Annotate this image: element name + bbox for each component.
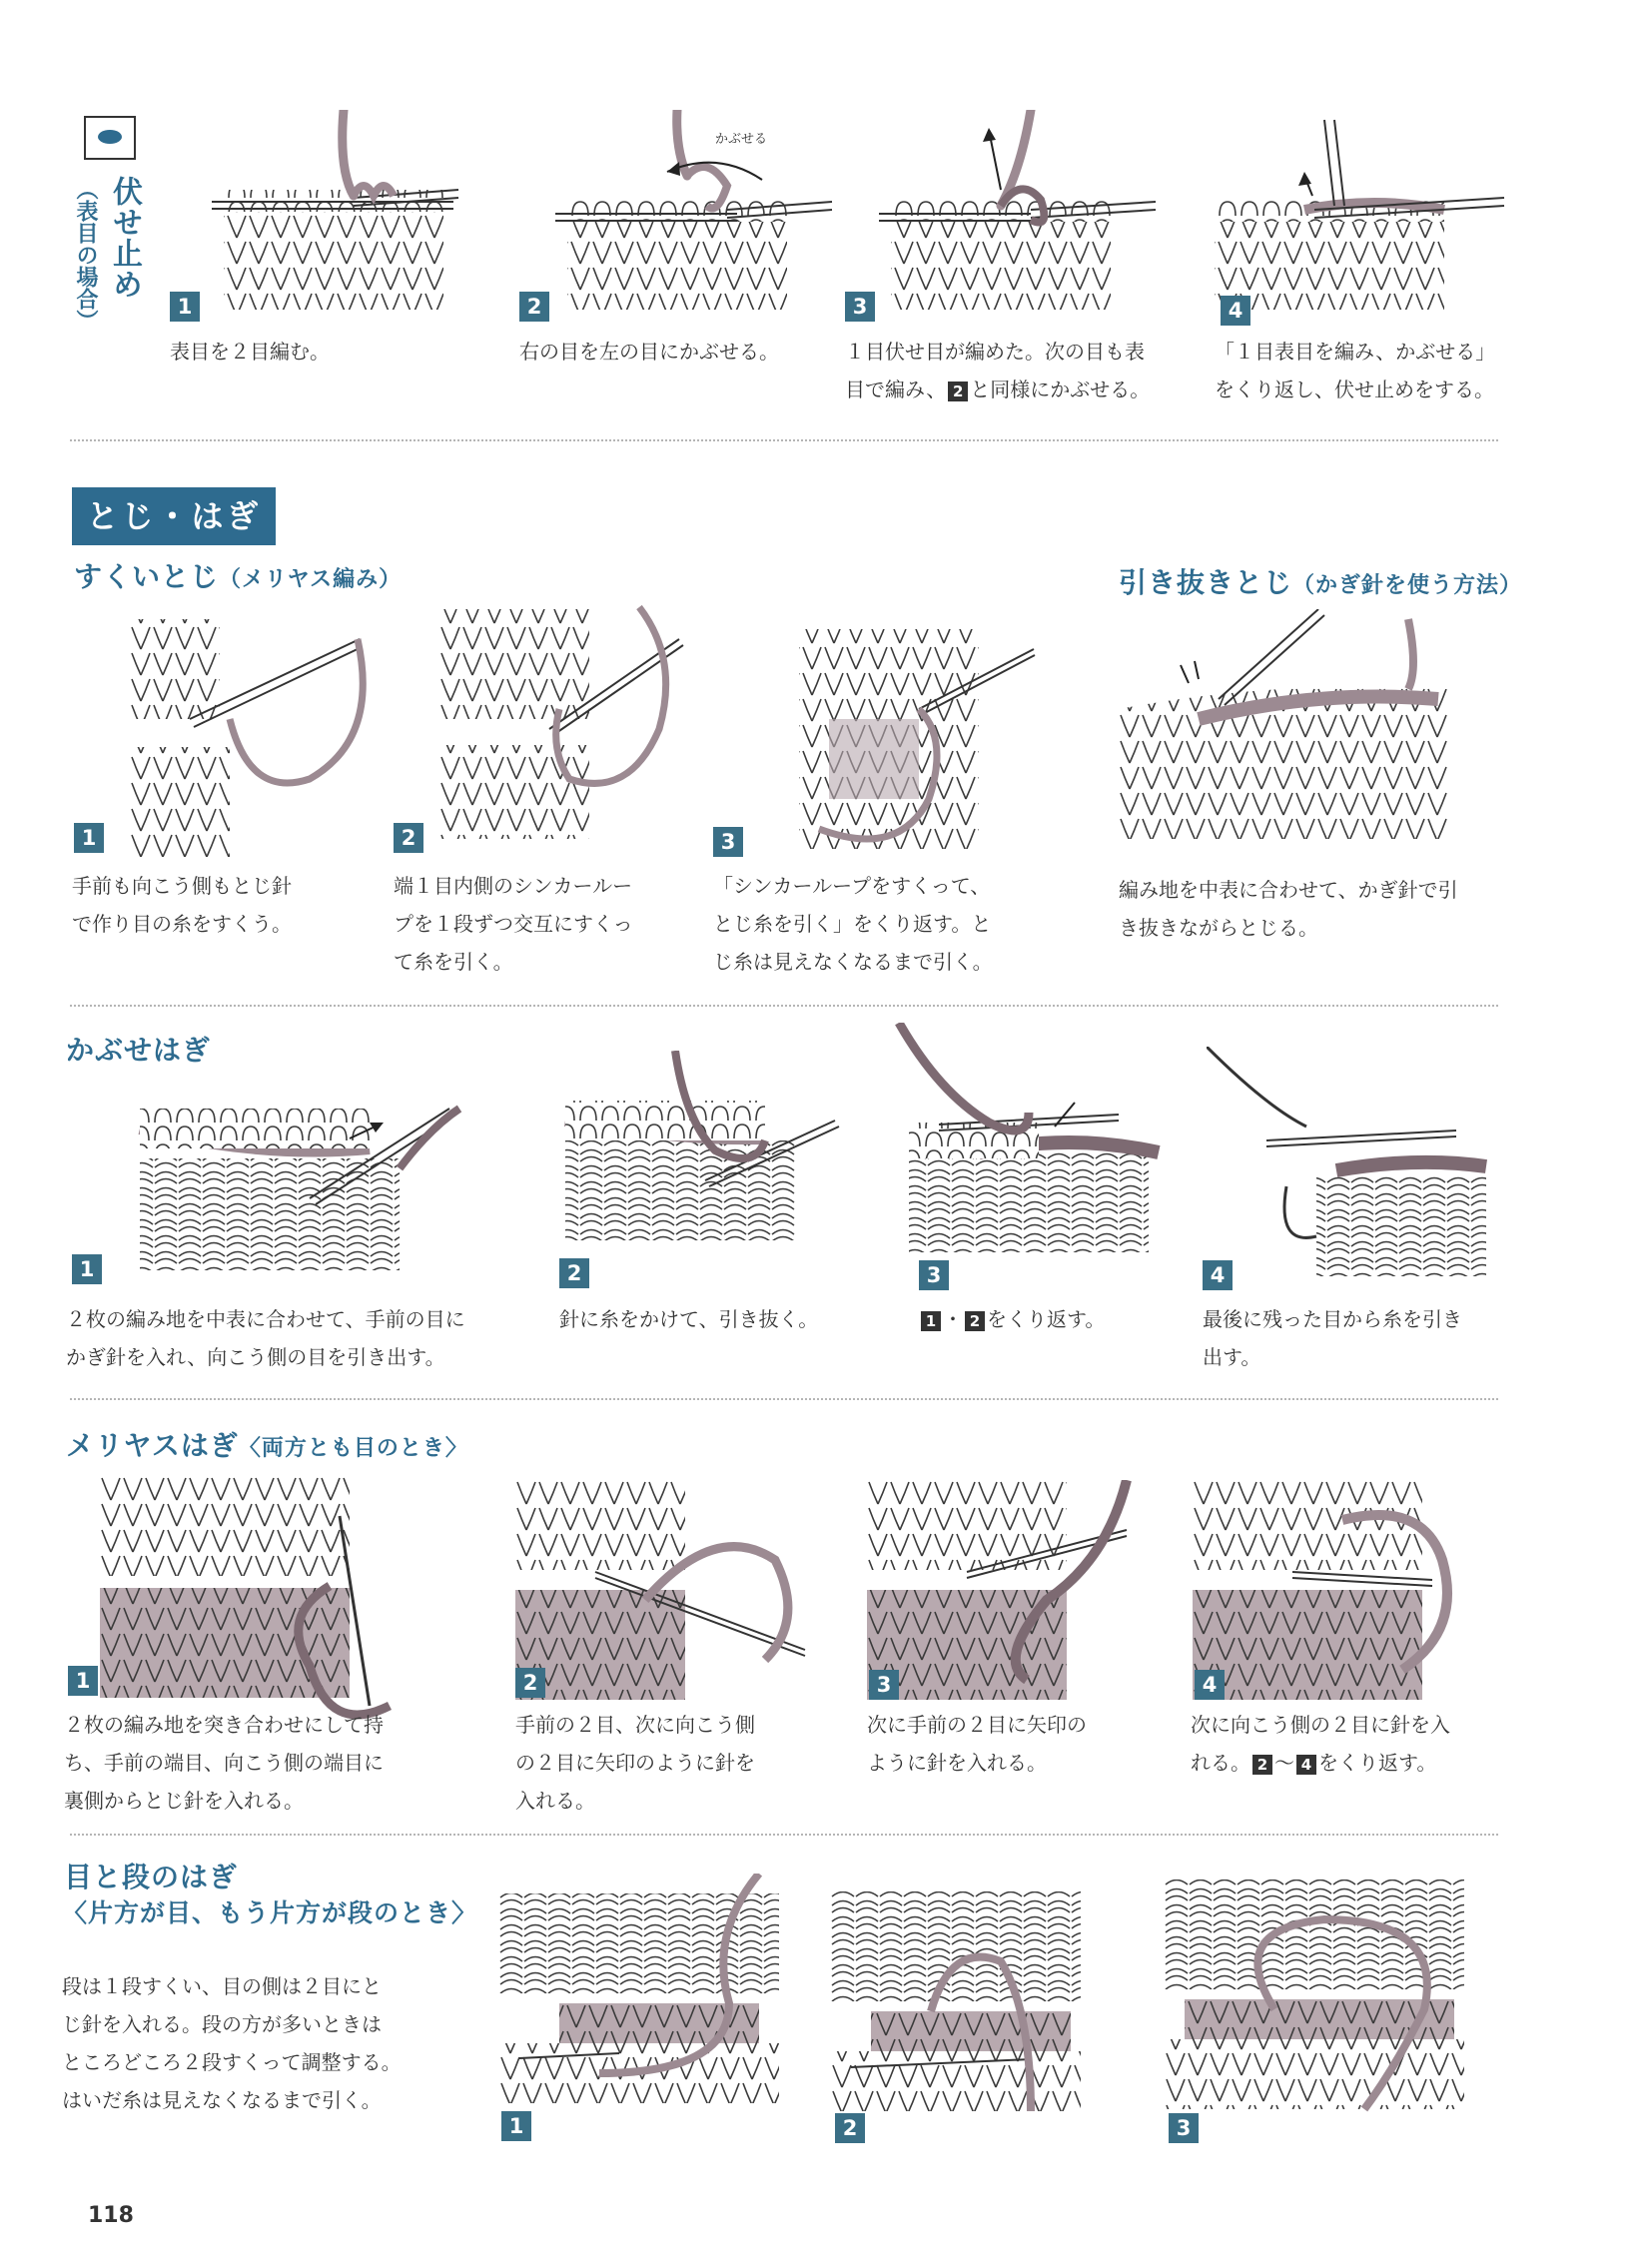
meriyasu-step4-badge: 4 bbox=[1195, 1670, 1225, 1700]
kabuse-step4-line2: 出す。 bbox=[1203, 1345, 1261, 1369]
kabuse-step4-illustration bbox=[1207, 1047, 1506, 1286]
hikinuki-caption bbox=[1119, 871, 1458, 947]
kabuse-step4-caption bbox=[1203, 1300, 1462, 1376]
me-dan-line1: 段は１段すくい、目の側は２目にと bbox=[62, 1974, 382, 1998]
bind-off-step3-caption-line2b: と同様にかぶせる。 bbox=[970, 377, 1151, 401]
hikinuki-title bbox=[1119, 561, 1522, 601]
kabuse-step4-line1: 最後に残った目から糸を引き bbox=[1203, 1307, 1462, 1331]
kabuse-step2-badge: 2 bbox=[559, 1258, 589, 1288]
meriyasu-subtitle: 〈両方とも目のとき〉 bbox=[238, 1436, 468, 1461]
sukui-subtitle: （メリヤス編み） bbox=[219, 567, 403, 592]
meriyasu-step4-line2b: をくり返す。 bbox=[1318, 1751, 1437, 1775]
meriyasu-step2-badge: 2 bbox=[515, 1668, 545, 1698]
me-dan-description bbox=[62, 1967, 402, 2119]
hikinuki-title-text: 引き抜きとじ bbox=[1119, 566, 1293, 599]
kabuse-step1-badge: 1 bbox=[72, 1254, 102, 1284]
meriyasu-step2-illustration bbox=[515, 1480, 815, 1700]
me-dan-step3-illustration bbox=[1165, 1870, 1484, 2119]
meriyasu-step3-illustration bbox=[867, 1480, 1147, 1700]
bind-off-step4-caption-line2: をくり返し、伏せ止めをする。 bbox=[1215, 377, 1494, 401]
bind-off-step4-caption-line1: 「１目表目を編み、かぶせる」 bbox=[1215, 340, 1496, 364]
sukui-step2-caption bbox=[394, 867, 633, 981]
bind-off-step3-caption-line2a: 目で編み、 bbox=[845, 377, 947, 401]
bind-off-step1-badge: 1 bbox=[170, 292, 200, 322]
divider-1 bbox=[70, 439, 1498, 441]
bind-off-symbol-box bbox=[84, 116, 136, 160]
meriyasu-step1-line2: ち、手前の端目、向こう側の端目に bbox=[64, 1751, 384, 1775]
kabuse-step1-illustration bbox=[130, 1089, 469, 1278]
bind-off-step4-illustration bbox=[1195, 110, 1514, 320]
meriyasu-step2-line1: 手前の２目、次に向こう側 bbox=[515, 1713, 755, 1737]
meriyasu-title bbox=[66, 1424, 468, 1464]
meriyasu-step4-ref-a: 2 bbox=[1252, 1755, 1272, 1775]
section-title-banner: とじ・はぎ bbox=[72, 487, 276, 545]
me-dan-step3-badge: 3 bbox=[1169, 2113, 1199, 2143]
meriyasu-step1-line3: 裏側からとじ針を入れる。 bbox=[64, 1789, 304, 1813]
sukui-step2-line2: プを１段ずつ交互にすくっ bbox=[394, 912, 633, 936]
meriyasu-step3-caption bbox=[867, 1706, 1087, 1782]
kabuse-step1-line2: かぎ針を入れ、向こう側の目を引き出す。 bbox=[66, 1345, 445, 1369]
meriyasu-step4-ref-b: 4 bbox=[1296, 1755, 1316, 1775]
bind-off-step3-illustration bbox=[871, 110, 1161, 320]
kabuse-step3-ref-a: 1 bbox=[921, 1311, 941, 1331]
divider-2 bbox=[70, 1005, 1498, 1007]
sukui-step3-line3: じ糸は見えなくなるまで引く。 bbox=[713, 950, 993, 974]
divider-3 bbox=[70, 1398, 1498, 1400]
sukui-step2-illustration bbox=[439, 599, 689, 839]
sukui-step3-badge: 3 bbox=[713, 827, 743, 857]
sukui-step1-illustration bbox=[130, 599, 380, 859]
sukui-title bbox=[74, 555, 402, 595]
hikinuki-illustration bbox=[1119, 609, 1468, 849]
meriyasu-step3-line2: ように針を入れる。 bbox=[867, 1751, 1047, 1775]
sukui-step3-caption bbox=[713, 867, 993, 981]
kabuse-step1-caption bbox=[66, 1300, 465, 1376]
meriyasu-step2-line2: の２目に矢印のように針を bbox=[515, 1751, 755, 1775]
meriyasu-step1-line1: ２枚の編み地を突き合わせにして持 bbox=[64, 1713, 384, 1737]
kabuse-title: かぶせはぎ bbox=[66, 1034, 212, 1067]
meriyasu-step4-line1: 次に向こう側の２目に針を入 bbox=[1191, 1713, 1450, 1737]
sukui-step2-line1: 端１目内側のシンカールー bbox=[394, 874, 633, 898]
meriyasu-step4-caption bbox=[1191, 1706, 1450, 1782]
me-dan-step2-illustration bbox=[831, 1882, 1091, 2111]
me-dan-title: 目と段のはぎ bbox=[64, 1861, 239, 1893]
bind-off-step3-caption-line2 bbox=[845, 371, 1150, 408]
kabuse-step2-line1: 針に糸をかけて、引き抜く。 bbox=[559, 1307, 819, 1331]
kabuse-step2-caption bbox=[559, 1300, 818, 1338]
meriyasu-step4-line2 bbox=[1191, 1744, 1450, 1782]
meriyasu-step1-illustration bbox=[100, 1476, 419, 1736]
kabuse-step3-text: をくり返す。 bbox=[987, 1307, 1106, 1331]
me-dan-step1-illustration bbox=[499, 1874, 789, 2113]
meriyasu-step4-tilde: 〜 bbox=[1274, 1751, 1294, 1775]
sukui-step3-line2: とじ糸を引く」をくり返す。と bbox=[713, 912, 992, 936]
bind-off-step1-illustration bbox=[204, 110, 463, 320]
bind-off-title: 伏せ止め bbox=[107, 176, 142, 300]
bind-off-step3-caption-line1: １目伏せ目が編めた。次の目も表 bbox=[845, 340, 1145, 364]
bind-off-step3-ref-badge: 2 bbox=[948, 381, 968, 401]
bind-off-step4-caption bbox=[1215, 333, 1495, 408]
hikinuki-line1: 編み地を中表に合わせて、かぎ針で引 bbox=[1119, 878, 1458, 902]
divider-4 bbox=[70, 1834, 1498, 1836]
kabuse-step2-illustration bbox=[555, 1051, 845, 1250]
sukui-title-text: すくいとじ bbox=[74, 560, 220, 593]
me-dan-step2-badge: 2 bbox=[835, 2113, 865, 2143]
page-number: 118 bbox=[88, 2203, 134, 2228]
sukui-step2-line3: て糸を引く。 bbox=[394, 950, 513, 974]
meriyasu-title-text: メリヤスはぎ bbox=[66, 1429, 239, 1462]
kabuse-step3-badge: 3 bbox=[919, 1260, 949, 1290]
bind-off-step1-caption: 表目を２目編む。 bbox=[170, 340, 330, 364]
bind-off-step2-caption: 右の目を左の目にかぶせる。 bbox=[519, 340, 779, 364]
sukui-step1-line2: で作り目の糸をすくう。 bbox=[72, 912, 292, 936]
me-dan-line3: ところどころ２段すくって調整する。 bbox=[62, 2050, 402, 2074]
sukui-step3-line1: 「シンカーループをすくって、 bbox=[713, 874, 991, 898]
kabuse-step3-illustration bbox=[879, 1023, 1179, 1262]
meriyasu-step1-badge: 1 bbox=[68, 1666, 98, 1696]
hikinuki-subtitle: （かぎ針を使う方法） bbox=[1292, 573, 1523, 598]
bind-off-subtitle: （表目の場合） bbox=[73, 178, 98, 332]
bind-off-step4-badge: 4 bbox=[1221, 296, 1250, 326]
meriyasu-step4-illustration bbox=[1193, 1480, 1492, 1700]
sukui-step1-line1: 手前も向こう側もとじ針 bbox=[72, 874, 292, 898]
sukui-step1-badge: 1 bbox=[74, 823, 104, 853]
meriyasu-step3-badge: 3 bbox=[869, 1670, 899, 1700]
kabuse-step4-badge: 4 bbox=[1203, 1260, 1233, 1290]
hikinuki-line2: き抜きながらとじる。 bbox=[1119, 916, 1318, 940]
kabuse-step3-caption bbox=[919, 1300, 1105, 1338]
bind-off-step2-badge: 2 bbox=[519, 292, 549, 322]
me-dan-line4: はいだ糸は見えなくなるまで引く。 bbox=[62, 2088, 382, 2112]
meriyasu-step2-line3: 入れる。 bbox=[515, 1789, 595, 1813]
bind-off-symbol-icon bbox=[98, 130, 122, 144]
me-dan-step1-badge: 1 bbox=[501, 2111, 531, 2141]
bind-off-step3-caption bbox=[845, 333, 1150, 408]
meriyasu-step1-caption bbox=[64, 1706, 384, 1820]
bind-off-step2-label: かぶせる bbox=[715, 132, 768, 147]
sukui-step1-caption bbox=[72, 867, 292, 943]
meriyasu-step2-caption bbox=[515, 1706, 755, 1820]
bind-off-step2-illustration bbox=[547, 110, 837, 320]
kabuse-step1-line1: ２枚の編み地を中表に合わせて、手前の目に bbox=[66, 1307, 465, 1331]
meriyasu-step4-line2a: れる。 bbox=[1191, 1751, 1250, 1775]
kabuse-step3-ref-b: 2 bbox=[965, 1311, 985, 1331]
kabuse-step3-sep: ・ bbox=[943, 1307, 963, 1331]
me-dan-subtitle: 〈片方が目、もう片方が段のとき〉 bbox=[62, 1898, 478, 1927]
me-dan-line2: じ針を入れる。段の方が多いときは bbox=[62, 2012, 382, 2036]
bind-off-step3-badge: 3 bbox=[845, 292, 875, 322]
meriyasu-step3-line1: 次に手前の２目に矢印の bbox=[867, 1713, 1087, 1737]
sukui-step2-badge: 2 bbox=[394, 823, 423, 853]
sukui-step3-illustration bbox=[779, 619, 1039, 859]
